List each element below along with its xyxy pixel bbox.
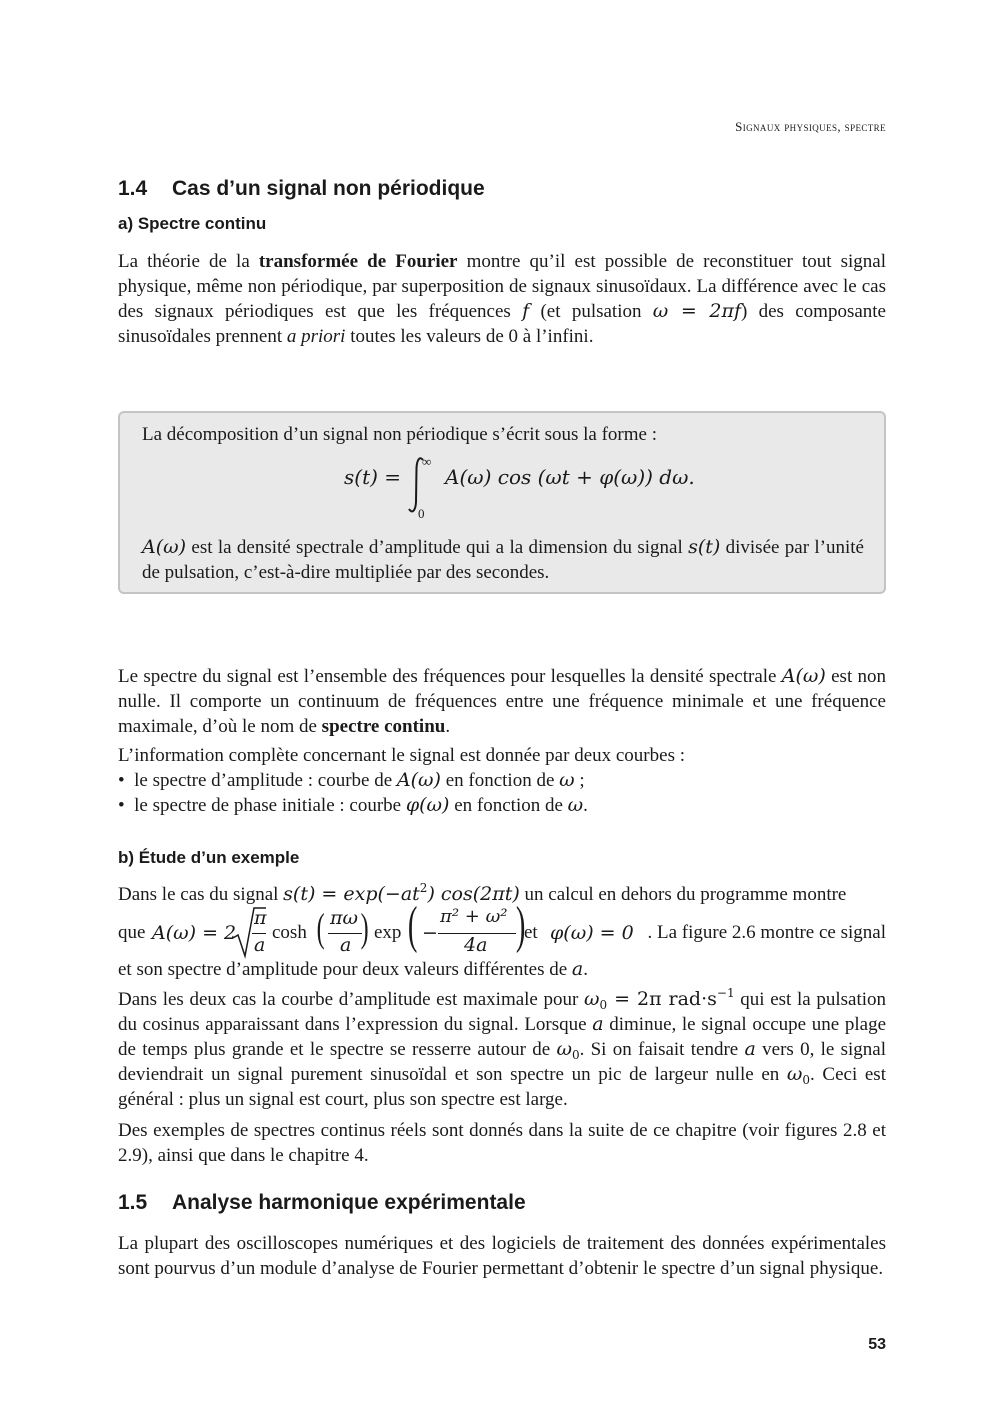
text: Dans le cas du signal xyxy=(118,884,284,905)
box-explanation xyxy=(142,535,864,585)
text: Dans les deux cas la courbe d’amplitude est maximale pour xyxy=(118,989,585,1010)
frac-num: π xyxy=(254,907,267,929)
math-A: A(ω) xyxy=(781,665,826,687)
text: . Si on faisait tendre xyxy=(579,1039,745,1060)
frac-num: πω xyxy=(330,907,358,929)
text: est non nulle. Il comporte un continuum de fréquences entre une fréquence minimale et une fréquence maximale, d’où le nom de xyxy=(118,666,887,737)
box-intro: La décomposition d’un signal non périodique s’écrit sous la forme : xyxy=(142,424,657,445)
text: . La figure 2.6 montre ce signal xyxy=(647,922,886,943)
math-a: a xyxy=(571,958,584,980)
math: φ(ω) xyxy=(405,794,450,816)
math: ω xyxy=(559,769,575,791)
text: Le spectre du signal est l’ensemble des fréquences pour lesquelles la densité spectrale xyxy=(118,666,782,687)
text: que xyxy=(118,922,146,943)
text: divisée par l’unité de pulsation, c’est-à-dire multipliée par des secondes. xyxy=(142,537,864,583)
text: . xyxy=(583,795,588,816)
paragraph-intro xyxy=(118,249,886,349)
running-head: Signaux physiques, spectre xyxy=(735,119,886,134)
text: un calcul en dehors du programme montre xyxy=(519,884,847,905)
bold-term: transformée de Fourier xyxy=(258,251,458,272)
section-number: 1.5 xyxy=(118,1191,148,1214)
text: et xyxy=(524,922,538,943)
math-f: f xyxy=(522,300,530,322)
text: qui est la pulsation du cosinus apparaissant dans l’expression du signal. Lorsque xyxy=(118,989,886,1035)
math: ω xyxy=(584,988,600,1010)
definition-box xyxy=(118,411,886,594)
paragraph-information: L’information complète concernant le signal est donnée par deux courbes : xyxy=(118,745,685,766)
paragraph-spectrum xyxy=(118,664,886,739)
formula-lhs: s(t) = xyxy=(344,465,402,489)
math: ω xyxy=(567,794,584,816)
paren-close: ) xyxy=(360,905,369,950)
integral-lower: 0 xyxy=(418,506,425,521)
math-phi: φ(ω) = 0 xyxy=(550,922,634,944)
math: ω xyxy=(556,1038,572,1060)
subscript: 0 xyxy=(599,998,608,1012)
text: . xyxy=(445,716,451,737)
section-title-1-4 xyxy=(118,177,485,201)
text: en fonction de xyxy=(440,770,560,791)
superscript: 2 xyxy=(419,881,428,895)
big-paren-open: ( xyxy=(407,897,418,954)
text: . xyxy=(583,959,588,980)
text: vers 0, le signal deviendrait un signal purement sinusoïdal et son spectre un pic de largeur nulle en xyxy=(118,1039,886,1085)
math-omega: ω = 2πf xyxy=(652,300,741,322)
text: diminue, le signal occupe une plage de temps plus grande et le spectre se resserre autour de xyxy=(118,1014,887,1060)
section-title-text: Analyse harmonique expérimentale xyxy=(172,1191,526,1214)
text: toutes les valeurs de 0 à l’infini. xyxy=(345,326,594,347)
math-A: A(ω) xyxy=(142,536,187,558)
text: ; xyxy=(574,770,585,791)
text: (et pulsation xyxy=(529,301,653,322)
math-a: a xyxy=(744,1038,756,1060)
math-A: A(ω) = 2 xyxy=(152,922,237,944)
paragraph-harmonic: La plupart des oscilloscopes numériques et des logiciels de traitement des données expérimentales sont pourvus d’un module d’analyse de Fourier permettant d’obtenir le spectre d’un signal physique. xyxy=(118,1233,886,1279)
subscript: 0 xyxy=(802,1073,811,1087)
fourier-integral-formula xyxy=(344,454,695,521)
cosh: cosh xyxy=(272,922,307,943)
math-a: a xyxy=(592,1013,604,1035)
math: s(t) = exp(−at xyxy=(283,883,420,905)
math: = 2π rad·s xyxy=(607,988,717,1010)
subsection-title-b: b) Étude d’un exemple xyxy=(118,848,300,867)
paragraph-analysis xyxy=(118,987,886,1112)
integral-upper: ∞ xyxy=(422,454,432,469)
bullet-amplitude xyxy=(118,768,585,793)
text: montre qu’il est possible de reconstituer tout signal physique, même non périodique, par superposition de signaux sinusoïdaux. La différence avec le cas des signaux périodiques est que les fréquences xyxy=(118,251,886,322)
text: le spectre d’amplitude : courbe de xyxy=(134,770,397,791)
example-line-3 xyxy=(118,957,886,982)
superscript: −1 xyxy=(716,986,735,1000)
bullet-mark: • xyxy=(118,770,125,791)
bullet-mark: • xyxy=(118,795,125,816)
subscript: 0 xyxy=(571,1048,580,1062)
page-number: 53 xyxy=(868,1336,886,1353)
italic-term: a priori xyxy=(286,326,346,347)
paren-open: ( xyxy=(316,905,325,950)
bullet-phase xyxy=(118,793,588,818)
example-line-2 xyxy=(118,897,886,962)
text: est la densité spectrale d’amplitude qui a la dimension du signal xyxy=(186,537,689,558)
frac-den: a xyxy=(254,934,266,956)
frac-num: π² + ω² xyxy=(440,906,508,927)
big-paren-close: ) xyxy=(515,897,526,954)
example-line-1 xyxy=(118,882,886,907)
paragraph-examples: Des exemples de spectres continus réels sont donnés dans la suite de ce chapitre (voir figures 2.8 et 2.9), ainsi que dans le chapitre 4. xyxy=(118,1120,886,1166)
formula-body: A(ω) cos (ωt + φ(ω)) dω. xyxy=(445,465,695,489)
text: ) des composante sinusoïdales prennent xyxy=(118,301,886,347)
math: ω xyxy=(786,1063,803,1085)
minus: − xyxy=(422,922,438,944)
frac-den: a xyxy=(340,934,352,956)
subsection-title-a: a) Spectre continu xyxy=(118,214,267,233)
section-title-text: Cas d’un signal non périodique xyxy=(172,177,485,200)
text: le spectre de phase initiale : courbe xyxy=(134,795,406,816)
text: La théorie de la xyxy=(118,251,259,272)
bold-term: spectre continu xyxy=(321,716,446,737)
text: et son spectre d’amplitude pour deux valeurs différentes de xyxy=(118,959,572,980)
math-s: s(t) xyxy=(688,536,721,558)
section-number: 1.4 xyxy=(118,177,148,200)
math: A(ω) xyxy=(396,769,441,791)
text: . Ceci est général : plus un signal est court, plus son spectre est large. xyxy=(118,1064,886,1110)
exp: exp xyxy=(374,922,402,943)
frac-den: 4a xyxy=(464,934,488,956)
text: en fonction de xyxy=(449,795,568,816)
math: ) cos(2πt) xyxy=(427,883,520,905)
section-title-1-5 xyxy=(118,1191,526,1215)
